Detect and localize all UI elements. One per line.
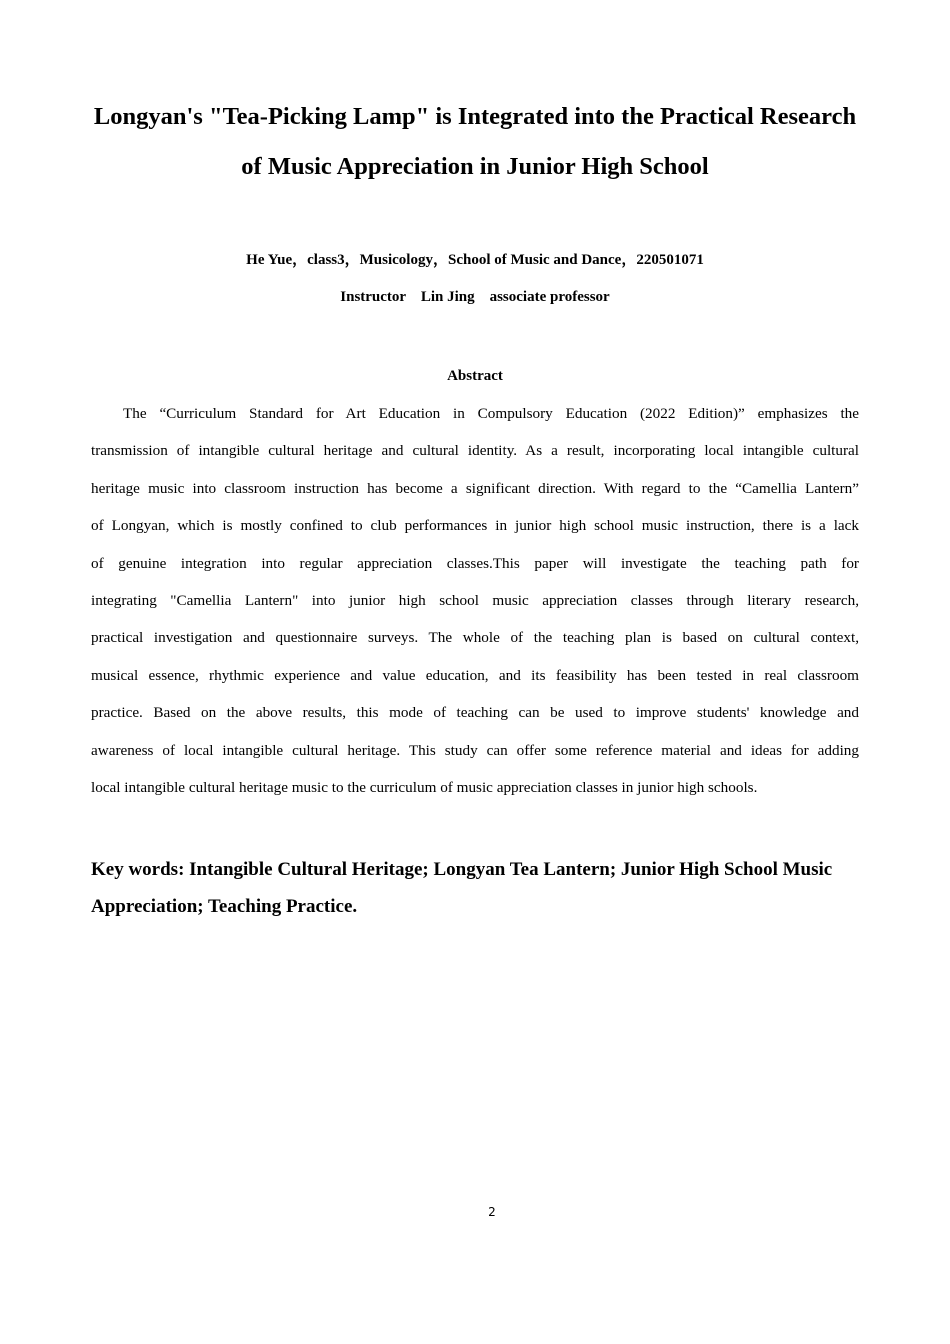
- abstract-body: [91, 402, 859, 813]
- abstract-line: transmission of intangible cultural heritage and cultural identity. As a result, incorporating local intangible cultural: [91, 442, 859, 460]
- keywords-line: Appreciation; Teaching Practice.: [91, 896, 358, 917]
- abstract-line: heritage music into classroom instruction has become a significant direction. With regard to the “Camellia Lantern”: [91, 479, 859, 497]
- abstract-line: of Longyan, which is mostly confined to club performances in junior high school music instruction, there is a lack: [91, 517, 859, 535]
- instructor-info: Instructor Lin Jing associate professor: [340, 289, 610, 305]
- keywords-section: [91, 851, 871, 925]
- author-info: He Yue，class3，Musicology，School of Music and Dance，220501071: [246, 252, 704, 268]
- abstract-line: of genuine integration into regular appreciation classes.This paper will investigate the teaching path for: [91, 554, 859, 572]
- abstract-line: practical investigation and questionnaire surveys. The whole of the teaching plan is based on cultural context,: [91, 629, 859, 647]
- keywords-line: Key words: Intangible Cultural Heritage; Longyan Tea Lantern; Junior High School Music: [91, 859, 833, 880]
- paper-title-line-1: Longyan's "Tea-Picking Lamp" is Integrated into the Practical Research: [93, 103, 857, 130]
- abstract-line: musical essence, rhythmic experience and value education, and its feasibility has been tested in real classroom: [91, 666, 859, 684]
- paper-title-line-2: of Music Appreciation in Junior High School: [241, 153, 709, 180]
- page-number: 2: [488, 1205, 496, 1219]
- abstract-line: integrating "Camellia Lantern" into junior high school music appreciation classes through literary research,: [91, 591, 859, 609]
- abstract-line: awareness of local intangible cultural heritage. This study can offer some reference material and ideas for adding: [91, 741, 859, 759]
- abstract-line: The “Curriculum Standard for Art Education in Compulsory Education (2022 Edition)” emphasizes the: [123, 405, 859, 422]
- abstract-line: practice. Based on the above results, this mode of teaching can be used to improve students' knowledge and: [91, 704, 859, 722]
- abstract-line: local intangible cultural heritage music to the curriculum of music appreciation classes in junior high schools.: [91, 778, 758, 796]
- abstract-heading: Abstract: [447, 368, 503, 384]
